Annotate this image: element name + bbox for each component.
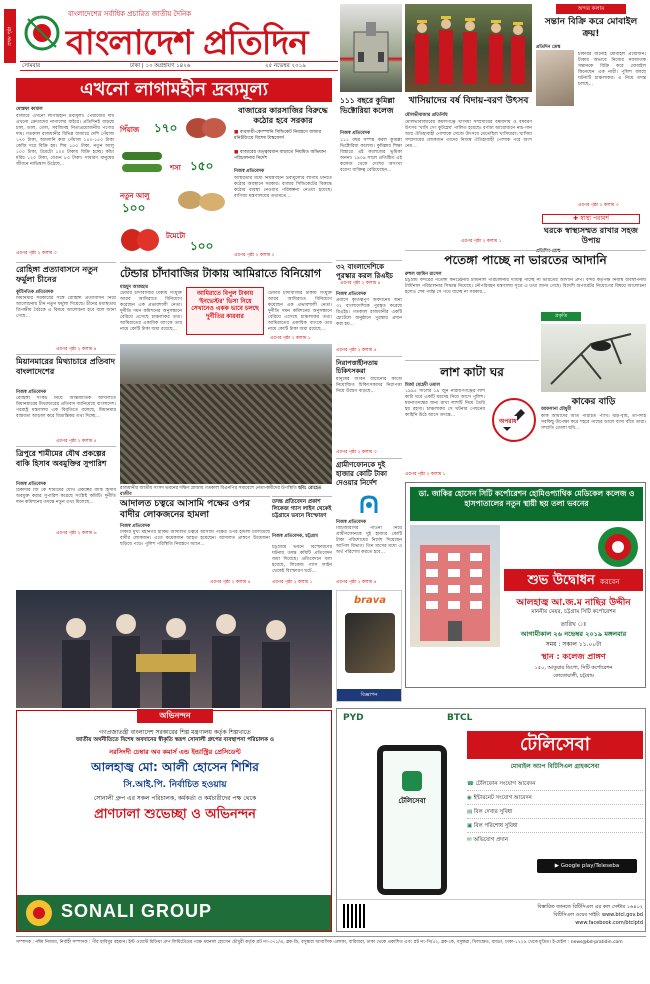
feature-item <box>467 819 643 833</box>
health-label-text: স্বাস্থ্য পরামর্শ <box>579 215 609 222</box>
onion-label: পিঁয়াজ <box>120 126 140 134</box>
sonali-cip: সি.আই.পি. নির্বাচিত হওয়ায় <box>123 780 227 790</box>
bangladeshi-cont: এরপর পৃষ্ঠা ২ কলাম ৫ <box>336 348 377 353</box>
gas-cont: এরপর পৃষ্ঠা ২ কলাম ১ <box>272 580 313 585</box>
rohingya-headline: রোহিঙ্গা প্রত্যাবাসনে নতুন ফর্মুলা চীনের <box>16 265 98 284</box>
court-body: ঢাকার মুখ্য মহানগর হাকিম আদালত চত্বরে আসামি পক্ষের ওপর হামলা চালিয়েছে বাদীর লোকজন। এতে কয়েকজন আহত হয়েছেন। আদালত প্রাঙ্গণে উত্তেজনা ছড়িয়ে পড়ে। পুলিশ পরিস্থিতি নিয়ন্ত্রণে আনে... <box>120 530 270 547</box>
crowd-photo <box>120 344 332 484</box>
cucumber-label: শসা <box>170 164 181 172</box>
price-item-potato <box>118 182 230 218</box>
btcl-footer-3: www.facebook.com/btclptd <box>575 920 643 926</box>
imprint-footer: সম্পাদক : নঈম নিজাম, নির্বাহী সম্পাদক : পীর হাবিবুর রহমান। ইস্ট ওয়েস্ট মিডিয়া গ্রুপ লিমিটেডের পক্ষে ময়নাল হোসেন চৌধুরী কর্তৃক প্লট নং-৩৭১/এ, ব্লক-ডি, বসুন্ধরা আবাসিক এলাকা, বারিধারা, ঢাকা থেকে প্রকাশিত এবং প্লট নং-সি/৫২, ব্লক-কে, বসুন্ধরা, খিলক্ষেত, বাড্ডা, ঢাকা-১২২৯ থেকে মুদ্রিত। ই-মেইল : news@bd-pratidin.com <box>16 936 646 980</box>
grameenphone-cont: এরপর পৃষ্ঠা ২ কলাম ৪ <box>336 580 377 585</box>
inauguration-title <box>504 569 643 591</box>
sonali-logo-icon <box>25 899 53 927</box>
complaint-icon: ✉ <box>467 837 474 843</box>
myanmar-cont: এরপর পৃষ্ঠা ২ কলাম ৫ <box>56 439 97 444</box>
guest-role: মাননীয় মেয়র, চট্টগ্রাম সিটি কর্পোরেশন <box>531 609 616 615</box>
tomato-price: ১০০ <box>190 239 214 253</box>
onion-price: ১৭০ <box>154 121 178 135</box>
myanmar-body: রোহিঙ্গা সংকট নিয়ে আন্তর্জাতিক আদালতে মিয়ানমারের মিথ্যাচারের প্রতিবাদ জানিয়েছে বাংলাদেশ। পররাষ্ট্র মন্ত্রণালয় এক বিবৃতিতে বলেছে, মিয়ানমার বাস্তবতা আড়াল করে বিভ্রান্তিকর তথ্য দিচ্ছে... <box>16 396 116 419</box>
patenga-body: চট্টগ্রাম বন্দরের পতেঙ্গা কনটেইনার টার্মিনাল পরিচালনার দায়িত্ব পাচ্ছে না ভারতের আদানি গ্রুপ। বন্দর কর্তৃপক্ষ নিজস্ব ব্যবস্থাপনায় টার্মিনাল পরিচালনার সিদ্ধান্ত নিয়েছে। নৌপরিবহন মন্ত্রণালয় সূত্রে এ তথ্য জানা গেছে। বিদেশি অপারেটর নিয়োগের বিষয়ে আলোচনা হলেও শেষ পর্যন্ত সে পথে যাচ্ছে না সরকার... <box>405 278 646 295</box>
btcl-logo: BTCL <box>447 713 473 723</box>
lead-headline: এখনো লাগামহীন দ্রব্যমূল্য <box>16 78 332 102</box>
sonali-from: সোনালী গ্রুপ এর সকল পরিচালক, কর্মকর্তা ও কর্মচারীদের পক্ষ থেকে <box>93 795 257 802</box>
khasia-article <box>405 96 532 248</box>
feature-item <box>467 777 643 791</box>
lead-section <box>16 104 116 258</box>
myanmar-byline: নিজস্ব প্রতিবেদক <box>16 390 47 395</box>
btcl-footer-1: বিস্তারিত জানতে বিটিসিএল এর কল সেন্টার ১৬৪০২ <box>537 904 643 910</box>
potato-icon <box>176 184 228 216</box>
nature-section <box>541 292 646 480</box>
app-name: টেলিসেবা <box>398 797 426 805</box>
sidebar-point-2 <box>234 150 332 162</box>
pyd-logo: PYD <box>343 713 364 723</box>
feature-item <box>467 805 643 819</box>
sonali-line-2: জাতীয় অর্থনীতিতে বিশেষ অবদানের স্বীকৃতি স্বরূপ সোনালী গ্রুপের ব্যবস্থাপনা পরিচালক ও <box>76 737 274 743</box>
inauguration-date: আগামীকাল ২৬ নভেম্বর ২০১৯ মঙ্গলবার <box>520 630 627 638</box>
khasia-cont: এরপর পৃষ্ঠা ২ কলাম ১ <box>461 239 502 244</box>
guest-name: আলহাজ্ব আ.জ.ম নাছির উদ্দীন <box>516 598 631 608</box>
top-right-column <box>536 4 646 290</box>
patenga-byline: রুহুল আমিন রাসেল <box>405 272 442 277</box>
patenga-headline: পতেঙ্গা পাচ্ছে না ভারতের আদানি <box>444 253 607 267</box>
tripura-headline: ত্রিপুরে শামীমের যৌথ প্রকল্পের বাকি হিসাব অবমুক্তির সুপারিশ <box>16 449 107 468</box>
lash-body: ১৯৯৫ সালের ১৯ জুন নারায়ণগঞ্জের লাশ কাটা ঘরে একটি মরদেহ নিয়ে আসে পুলিশ। ময়নাতদন্তের জন্য রাখা লাশটি নিয়ে তৈরি হয় রহস্য। চাঞ্চল্যকর সে ঘটনার পেছনের কাহিনি উঠে আসে তদন্তে... <box>405 389 485 418</box>
nature-label: প্রকৃতি <box>541 312 581 321</box>
tender-headline: টেন্ডার চাঁদাবাজির টাকায় আমিরাতে বিনিয়োগ <box>120 267 322 280</box>
grameenphone-headline: গ্রামীণফোনকে দুই হাজার কোটি টাকা দেওয়ার নির্দেশ <box>336 461 388 487</box>
tripura-byline: নিজস্ব প্রতিবেদক <box>16 482 47 487</box>
tomato-icon <box>118 222 162 254</box>
google-play-badge[interactable] <box>537 859 637 873</box>
feature-text: বিল পরিশোধ সুবিধা <box>473 823 518 829</box>
column-label: অন্দর কলাম <box>556 4 626 14</box>
phone-screen <box>383 751 441 889</box>
sonali-group-bar <box>17 895 331 931</box>
grameenphone-byline: নিজস্ব প্রতিবেদক <box>336 520 367 525</box>
rohingya-byline: কূটনৈতিক প্রতিবেদক <box>16 290 54 295</box>
comilla-headline: ১১১ বছরে কুমিল্লা ভিক্টোরিয়া কলেজ <box>340 96 395 115</box>
tripura-body: ঠিকাদার জি কে শামীমের যৌথ প্রকল্পের বাকি হিসাব অবমুক্ত করার সুপারিশ করেছে সংশ্লিষ্ট কমিটি। দুর্নীতি দমন কমিশনের তদন্তে নতুন তথ্য মিলেছে... <box>16 488 116 505</box>
btcl-ad <box>336 708 646 932</box>
court-byline: নিজস্ব প্রতিবেদক <box>120 524 151 529</box>
feature-text: ইন্টারনেট সংযোগ আবেদন <box>473 795 532 801</box>
potato-price: ১০০ <box>122 201 146 215</box>
rohingya-article <box>16 262 116 352</box>
eye-cont: এরপর পৃষ্ঠা ২ কলাম ৩ <box>336 450 377 455</box>
grameenphone-article <box>336 458 402 586</box>
column-body: চাকরির জন্যেই মোবাইল প্রয়োজন। টাকার অভাবে নিজের নবজাতক সন্তানকে বিক্রি করে মোবাইল কিনেছেন এক নারী। পুলিশ বলছে ঘটনাটি চাঞ্চল্যকর। এ নিয়ে তদন্ত চলছে... <box>578 52 646 87</box>
sonali-group-name: SONALI GROUP <box>61 901 213 921</box>
price-item-cucumber <box>118 144 230 180</box>
date-bangla: ঢাকা | ১০ অগ্রহায়ণ ১৪২৬ <box>130 63 191 69</box>
lash-byline: মির্জা মেহেদী তমাল <box>405 383 440 388</box>
grameenphone-logo-icon <box>352 493 386 515</box>
bangladeshi-article <box>336 260 402 354</box>
tender-cont: এরপর পৃষ্ঠা ২ কলাম ১ <box>270 336 311 341</box>
date-english: ২৫ নভেম্বর ২০১৯ <box>265 63 306 69</box>
date-bar <box>20 61 338 71</box>
column-headline: সন্তান বিক্রি করে মোবাইল ক্রয়! <box>544 17 638 39</box>
nature-photo <box>541 324 646 392</box>
lead-sidebar <box>234 106 332 260</box>
btcl-footer-2: বিটিসিএল ওয়েব সাইট: www.btcl.gov.bd <box>553 912 643 918</box>
sidebar-point-1 <box>234 130 332 142</box>
bill-icon: ▤ <box>467 809 474 815</box>
tripura-article <box>16 446 116 536</box>
inauguration-verb: করবেন <box>599 578 620 586</box>
phone-image <box>345 613 395 673</box>
sidebar-point-2-text: বাজারের তত্ত্বাবধান বাড়াতে নিয়মিত অভিযান পরিচালনার নির্দেশ <box>234 150 326 161</box>
crowd-credit: ছবি: রোহেত রাজীব <box>120 486 322 497</box>
feature-text: বিল দেখার সুবিধা <box>473 809 513 815</box>
feature-list <box>467 777 643 847</box>
btcl-footer <box>337 899 645 931</box>
eye-body: মানুষের জীবন বাঁচানোর কাজে নিয়োজিত চিকিৎসকদের নিরাপত্তা নিয়ে উদ্বেগ বাড়ছে... <box>336 377 402 394</box>
sonali-ad <box>16 710 332 932</box>
sidebar-cont: এরপর পৃষ্ঠা ২ কলাম ২ <box>234 253 275 258</box>
inauguration-contact: কোতোয়ালী, চট্টগ্রাম <box>553 673 594 679</box>
eye-article <box>336 356 402 456</box>
eye-headline: নিরাপত্তাহীনতায় চিকিৎসকরা <box>336 359 378 375</box>
khasia-headline: খাসিয়াদের বর্ষ বিদায়-বরণ উৎসব <box>408 96 529 106</box>
gas-headline: তদন্ত প্রতিবেদন প্রকাশ লিকেজ গ্যাস লাইন থেকেই চট্টগ্রামে ভবনে বিস্ফোরণ <box>272 499 332 519</box>
btcl-subtitle: মোবাইল অ্যাপ বিটিসিএল গ্রাহকসেবা <box>510 763 600 770</box>
tender-article <box>120 262 332 342</box>
inauguration-place: স্থান : কলেজ প্রাঙ্গণ <box>541 652 606 661</box>
qr-code-icon <box>343 904 367 928</box>
nature-caption: কাকের বাড়ি <box>571 397 616 407</box>
health-byline: প্রতিদিন ডেস্ক <box>536 249 561 254</box>
newspaper-logo-icon <box>22 11 62 55</box>
masthead-tagline: বাংলাদেশের সর্বাধিক প্রচারিত জাতীয় দৈনিক <box>68 10 192 18</box>
column-photo <box>536 50 574 106</box>
day: সোমবার <box>22 63 41 69</box>
health-label <box>542 214 640 224</box>
phone-mockup <box>377 745 447 895</box>
tomato-label: টমেটো <box>166 232 186 240</box>
globe-icon: ◉ <box>467 795 474 801</box>
tender-body-2: টেন্ডার চাঁদাবাজির টাকায় সংযুক্ত আরব আমিরাতে বিনিয়োগ করেছেন এক প্রভাবশালী নেতা। দুর্নীতি দমন কমিশনের অনুসন্ধানে বেরিয়ে এসেছে চাঞ্চল্যকর তথ্য। আমিরাতের একাধিক ব্যাংকে তার নামে কোটি টাকা জমা রয়েছে... <box>268 291 332 332</box>
tender-byline: মাহমুদ আজহার <box>120 285 149 290</box>
grameenphone-body: বিটিআরসির পাওনা নিয়ে গ্রামীণফোনকে দুই হাজার কোটি টাকা পরিশোধের নির্দেশ দিয়েছেন আপিল বিভাগ। তিন মাসের মধ্যে এ অর্থ পরিশোধ করতে হবে... <box>336 526 402 555</box>
price-graphic <box>118 106 230 258</box>
court-headline: আদালত চত্বরে আসামি পক্ষের ওপর বাদীর লোকজনের হামলা <box>120 499 250 520</box>
plus-icon: ✚ <box>573 215 580 222</box>
feature-item <box>467 833 643 847</box>
btcl-title: টেলিসেবা <box>467 731 643 759</box>
bangladeshi-headline: ৩২ বাংলাদেশিকে পুরস্কার করল রিএইচ <box>336 263 393 280</box>
bullet-icon: ■ <box>234 130 240 135</box>
potato-label: নতুন আলু <box>120 192 150 200</box>
award-photo <box>16 590 332 708</box>
crowd-caption-text: রাজধানীর জাতীয় সংসদ ভবনের দক্ষিণ প্লাজায় গতকাল বিএনপির সমাবেশে নেতা-কর্মীদের উপস্থিতি <box>120 486 297 491</box>
comilla-photo <box>340 4 402 92</box>
cucumber-price: ১৫০ <box>190 159 214 173</box>
court-article <box>120 496 270 586</box>
myanmar-article <box>16 354 116 444</box>
lash-cont: এরপর পৃষ্ঠা ২ কলাম ১ <box>405 472 446 477</box>
inauguration-headline: ডা. জাকির হোসেন সিটি কর্পোরেশন হোমিওপ্যাথিক মেডিকেল কলেজ ও হাসপাতালের নতুন স্থায়ী ছয় তলা ভবনের <box>410 487 643 521</box>
sonali-banner: অভিনন্দন <box>137 709 213 723</box>
column-cont: এরপর পৃষ্ঠা ২ কলাম ৩ <box>578 203 619 208</box>
brava-ad <box>336 590 402 702</box>
column-byline: প্রতিদিন ডেস্ক <box>536 45 561 50</box>
city-corporation-seal-icon <box>596 525 640 569</box>
comilla-body: ১১১ বছর সম্পন্ন করল কুমিল্লা ভিক্টোরিয়া কলেজ। কুমিল্লার শিক্ষা বিস্তারে এই কলেজের ভূমিকা অনন্য। ১৯০৯ সালে প্রতিষ্ঠিত এই কলেজ থেকে দেশের অসংখ্য বরেণ্য ব্যক্তিত্ব বেরিয়েছেন... <box>340 138 402 173</box>
bangladeshi-byline: নিজস্ব প্রতিবেদক <box>336 292 367 297</box>
bangladeshi-body: প্রবাসে কৃতিত্বপূর্ণ অবদানের জন্য ৩২ বাংলাদেশিকে পুরস্কৃত করেছে রিএইচ। গতকাল রাজধানীর একটি হোটেলে অনুষ্ঠানে পুরস্কার প্রদান করা হয়... <box>336 298 402 327</box>
lash-badge <box>491 397 537 443</box>
comilla-cont: এরপর পৃষ্ঠা ২ কলাম ৪ <box>340 281 381 286</box>
brava-logo: brava <box>353 595 387 606</box>
phone-icon: ☎ <box>467 781 476 787</box>
gas-byline: নিজস্ব প্রতিবেদক, চট্টগ্রাম <box>272 534 318 539</box>
gas-body: চট্টগ্রামে ভবনে বিস্ফোরণের ঘটনায় তদন্ত কমিটি প্রতিবেদন জমা দিয়েছে। প্রতিবেদনে বলা হয়েছে, লিকেজ গ্যাস লাইন থেকেই বিস্ফোরণ ঘটে... <box>272 545 332 574</box>
tender-body: টেন্ডার চাঁদাবাজির টাকায় সংযুক্ত আরব আমিরাতে বিনিয়োগ করেছেন এক প্রভাবশালী নেতা। দুর্নীতি দমন কমিশনের অনুসন্ধানে বেরিয়ে এসেছে চাঞ্চল্যকর তথ্য। আমিরাতের একাধিক ব্যাংকে তার নামে কোটি টাকা জমা রয়েছে... <box>120 291 182 332</box>
btcl-top-bar <box>337 709 645 733</box>
court-cont: এরপর পৃষ্ঠা ২ কলাম ৪ <box>210 580 251 585</box>
lead-body: বাজারে এখনো লাগামহীন দ্রব্যমূল্য। পেঁয়াজের দাম এখনো ক্রেতাদের নাগালের বাইরে। প্রতিদিনই বাড়ছে চাল, ডাল, তেল, সবজিসহ নিত্যপ্রয়োজনীয় পণ্যের দাম। গতকাল রাজধানীর বিভিন্ন বাজারে দেশি পেঁয়াজ ১৭০ টাকা, আমদানি করা পেঁয়াজ ১৪০-১৫০ টাকা কেজি দরে বিক্রি হয়। শিম ১৫০ টাকা, নতুন আলু ১০০ টাকা, টমেটো ১০০ টাকায় বিক্রি হচ্ছে। কাঁচা মরিচ ১২০ টাকা, বেগুন ৮০ টাকা। সাধারণ মানুষের জীবনে নাভিশ্বাস উঠেছে... <box>16 114 114 167</box>
lash-article <box>405 360 539 478</box>
inauguration-address: ১৫০, আতুরার ডিপো, সিটি কর্পোরেশন <box>534 665 613 671</box>
nature-photographer: আফসানা চৌধুরী <box>541 407 572 412</box>
rohingya-cont: এরপর পৃষ্ঠা ২ কলাম ৪ <box>56 347 97 352</box>
building-photo <box>410 525 500 647</box>
inauguration-date-label: তারিখ ঃ <box>560 621 587 628</box>
onion-icon <box>184 108 228 140</box>
payment-icon: ▣ <box>467 823 474 829</box>
inauguration-title-text: শুভ উদ্বোধন <box>527 573 595 588</box>
store-label: Google play/Teleseba <box>560 863 620 869</box>
khasia-byline: মৌলভীবাজার প্রতিনিধি <box>405 113 448 118</box>
tripura-cont: এরপর পৃষ্ঠা ২ কলাম ৬ <box>56 531 97 536</box>
myanmar-headline: মিয়ানমারের মিথ্যাচারে প্রতিবাদ বাংলাদেশের <box>16 357 115 376</box>
sidebar-byline: নিজস্ব প্রতিবেদক <box>234 169 265 174</box>
feature-text: টেলিফোন সংযোগ আবেদন <box>475 781 536 787</box>
side-label: প্রথম পৃষ্ঠা <box>4 9 16 63</box>
lead-byline: মোস্তফা কামাল <box>16 107 43 112</box>
comilla-byline: নিজস্ব প্রতিবেদক <box>340 131 371 136</box>
sonali-wish: প্রাণঢালা শুভেচ্ছা ও অভিনন্দন <box>94 807 256 822</box>
lash-headline: লাশ কাটা ঘর <box>440 365 504 379</box>
price-item-tomato <box>118 220 230 256</box>
bullet-icon: ■ <box>234 150 240 155</box>
inauguration-time: সময় : সকাল ১১.০০টা <box>545 641 602 648</box>
play-icon: ▶ <box>554 863 561 869</box>
app-logo-icon <box>402 771 422 791</box>
sidebar-headline: বাজারের কারসাজির বিরুদ্ধে কঠোর হবে সরকার <box>238 106 328 125</box>
lead-cont: এরপর পৃষ্ঠা ২ কলাম ৩ <box>16 251 57 256</box>
feature-text: অভিযোগ প্রদান <box>473 837 508 843</box>
khasia-photo <box>405 4 532 92</box>
sidebar-body: অস্থিরতার মধ্যে নিয়ন্ত্রণহীন দ্রব্যমূল্যের লাগাম টানতে কঠোর অবস্থানে সরকার। বাজার সিন্ডিকেটের বিরুদ্ধে কঠোর ব্যবস্থা নেওয়ার পরিকল্পনা নেওয়া হয়েছে। বাণিজ্য মন্ত্রণালয়ের তথ্যমতে... <box>234 176 332 199</box>
gas-article <box>272 496 332 586</box>
tender-callout: আমিরাতে বিপুল টাকায় 'ইনভেস্টর' ভিসা নিয়ে সেখানেও একক ভাবে চলছে দুর্নীতির কারবার <box>186 287 264 335</box>
masthead-title: বাংলাদেশ প্রতিদিন <box>66 23 308 63</box>
nature-body: কাক আমাদের অতি পরিচিত পাখি। ঝড়-বৃষ্টি, তাপদাহ সবকিছু উপেক্ষা করে শহরে গাছের ডালে বাসা বাঁধে তারা। সম্প্রতি তোলা ছবি... <box>541 414 646 431</box>
sonali-line-1: গণপ্রজাতন্ত্রী বাংলাদেশ সরকারের শিল্প মন্ত্রণালয় কর্তৃক শিল্পখাতে <box>99 729 251 736</box>
price-item-onion <box>118 106 230 142</box>
cucumber-icon <box>118 146 166 178</box>
rohingya-body: মিয়ানমার সরকারের সঙ্গে রোহিঙ্গা প্রত্যাবাসন নিয়ে আলোচনায় চীন নতুন ফর্মুলা দিয়েছে। চীনের মধ্যস্থতায় ত্রিপক্ষীয় বৈঠকে এ বিষয়ে আলোচনা হবে বলে জানা গেছে... <box>16 296 116 319</box>
feature-item <box>467 791 643 805</box>
khasia-body: মৌলভীবাজারের কমলগঞ্জে খাসিয়া সম্প্রদায়ের বর্ষবিদায় ও বর্ষবরণ উৎসব 'খাসি সেং কুটস্নেম' পালিত হয়েছে। বর্ণাঢ্য আয়োজনে নাচ-গান আর ঐতিহ্যবাহী পোশাকে সেজে উৎসবে মেতেছিল খাসিয়ারা। খাসিয়া সম্প্রদায়ের লোকজন তাদের নিজস্ব ঐতিহ্যবাহী পোশাক পরে অংশ নেয়... <box>405 120 532 149</box>
lash-badge-label: অপরাধ <box>499 418 517 425</box>
inauguration-ad <box>405 482 646 688</box>
sonali-name: আলহাজ্ব মো: আলী হোসেন শিশির <box>91 760 259 774</box>
sonali-line-3: নরসিংদী চেম্বার অব কমার্স এন্ড ইন্ডাস্ট্রির প্রেসিডেন্ট <box>109 748 241 756</box>
ad-strip: বিজ্ঞাপন <box>337 689 401 701</box>
health-headline: ঘরকে স্বাস্থ্যসম্মত রাখার সহজ উপায় <box>544 226 638 245</box>
sidebar-point-1-text: ব্যবসায়ী-কোম্পানি সিন্ডিকেট নিয়ন্ত্রণে বাজার মনিটরিংয়ে বিশেষ টাস্কফোর্স <box>234 130 322 141</box>
